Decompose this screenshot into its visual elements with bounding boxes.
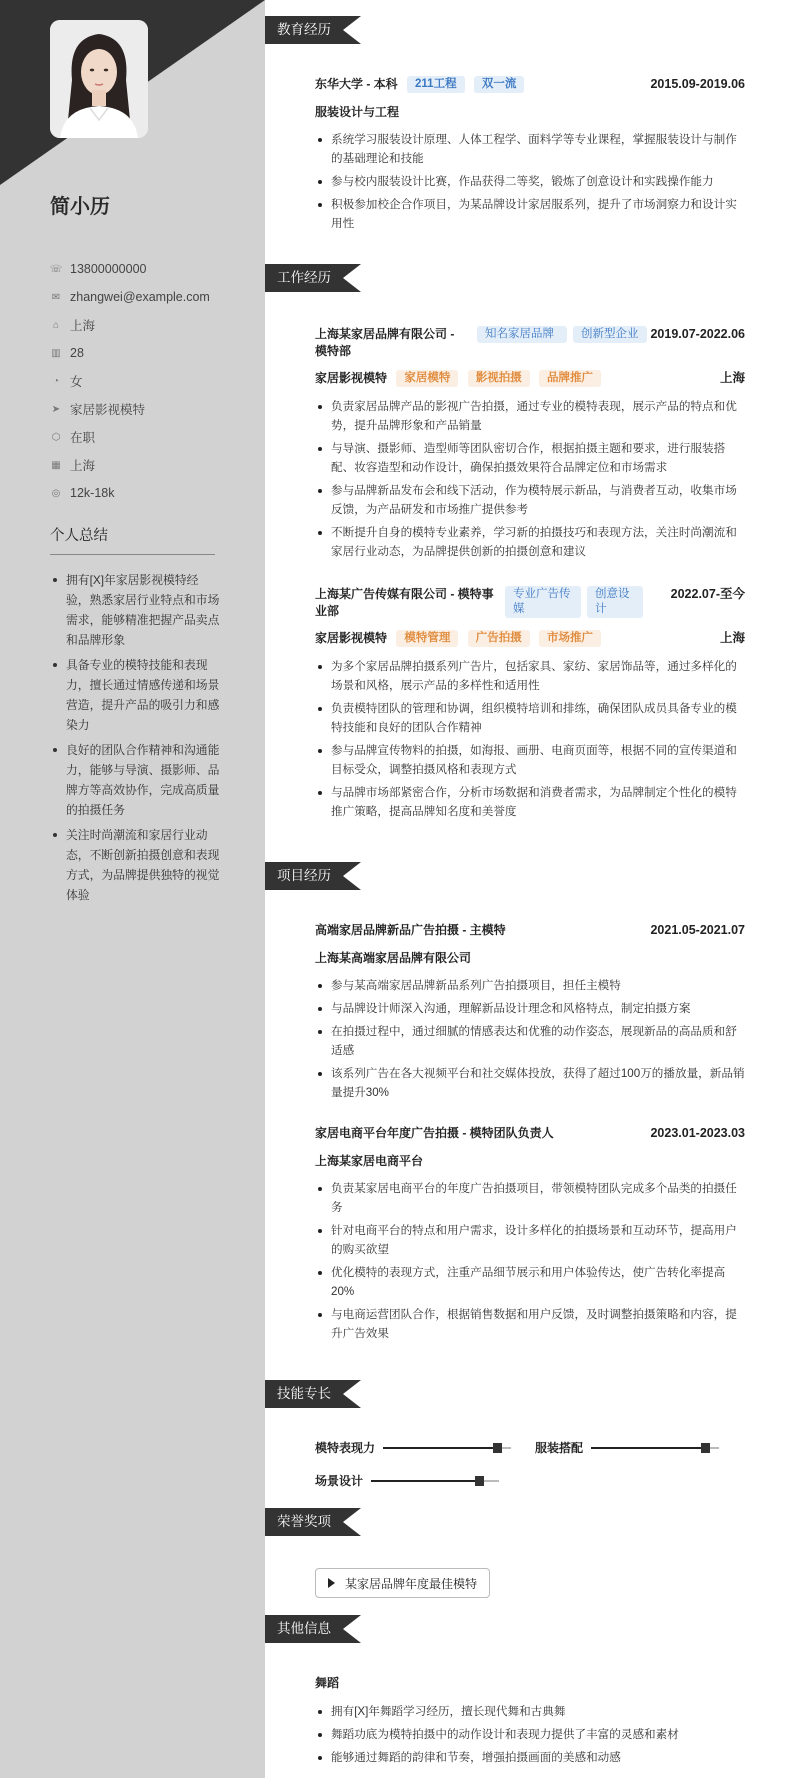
info-item [50, 423, 250, 451]
gender-icon: ◔ [52, 375, 60, 387]
award-text: 某家居品牌年度最佳模特 [345, 1576, 478, 1591]
section-title: 荣誉奖项 [277, 1514, 331, 1529]
tag: 知名家居品牌 [477, 326, 567, 343]
company-name: 上海某广告传媒有限公司 - 模特事业部 [315, 587, 494, 618]
role [315, 370, 601, 387]
summary-title: 个人总结 [50, 528, 108, 544]
role-text: 家居影视模特 [315, 371, 388, 385]
work-entry [315, 326, 745, 565]
section-title: 教育经历 [277, 22, 331, 37]
info-text: 12k-18k [70, 486, 115, 500]
section-header-awards [265, 1508, 361, 1536]
list-item: 优化模特的表现方式，注重产品细节展示和用户体验传达，使广告转化率提高20% [315, 1263, 745, 1301]
info-item [50, 395, 250, 423]
skill-name: 模特表现力 [315, 1441, 376, 1455]
list-item: 负责某家居电商平台的年度广告拍摄项目，带领模特团队完成多个品类的拍摄任务 [315, 1179, 745, 1217]
work-bullets [315, 397, 745, 561]
project-title: 高端家居品牌新品广告拍摄 - 主模特 [315, 923, 506, 937]
list-item: 不断提升自身的模特专业素养，学习新的拍摄技巧和表现方法，关注时尚潮流和家居行业动态，为品牌提供创新的拍摄创意和建议 [315, 523, 745, 561]
tag: 广告拍摄 [468, 630, 530, 647]
list-item: 负责模特团队的管理和协调，组织模特培训和排练，确保团队成员具备专业的模特技能和良好的团队合作精神 [315, 699, 745, 737]
building-icon: ▥ [51, 347, 61, 359]
project-bullets [315, 1179, 745, 1343]
list-item: 能够通过舞蹈的韵律和节奏，增强拍摄画面的美感和动感 [315, 1748, 745, 1767]
project-date: 2021.05-2021.07 [650, 923, 745, 937]
list-item: 参与校内服装设计比赛，作品获得二等奖，锻炼了创意设计和实践操作能力 [315, 172, 745, 191]
info-item [50, 479, 250, 507]
skill-item [535, 1439, 719, 1456]
avatar [50, 20, 148, 138]
summary-item: 具备专业的模特技能和表现力，擅长通过情感传递和场景营造，提升产品的吸引力和感染力 [50, 655, 220, 735]
work-entry [315, 586, 745, 825]
info-text: 在职 [70, 431, 96, 445]
info-item [50, 311, 250, 339]
education-entry [315, 76, 745, 237]
list-item: 负责家居品牌产品的影视广告拍摄，通过专业的模特表现，展示产品的特点和优势，提升品牌形象和产品销量 [315, 397, 745, 435]
education-bullets [315, 130, 745, 233]
section-title: 其他信息 [277, 1621, 331, 1636]
list-item: 与电商运营团队合作，根据销售数据和用户反馈，及时调整拍摄策略和内容，提升广告效果 [315, 1305, 745, 1343]
skill-bar [591, 1443, 719, 1453]
project-title: 家居电商平台年度广告拍摄 - 模特团队负责人 [315, 1126, 554, 1140]
info-text: 女 [70, 375, 83, 389]
section-header-other [265, 1615, 361, 1643]
sidebar [0, 0, 265, 1778]
section-header-project [265, 862, 361, 890]
list-item: 积极参加校企合作项目，为某品牌设计家居服系列，提升了市场洞察力和设计实用性 [315, 195, 745, 233]
skill-bar [383, 1443, 511, 1453]
skill-bar [371, 1476, 499, 1486]
list-item: 该系列广告在各大视频平台和社交媒体投放，获得了超过100万的播放量，新品销量提升30% [315, 1064, 745, 1102]
list-item: 参与品牌新品发布会和线下活动，作为模特展示新品，与消费者互动，收集市场反馈，为产品研发和市场推广提供参考 [315, 481, 745, 519]
list-item: 为多个家居品牌拍摄系列广告片，包括家具、家纺、家居饰品等，通过多样化的场景和风格，展示产品的多样性和适用性 [315, 657, 745, 695]
section-header-skills [265, 1380, 361, 1408]
summary-item: 关注时尚潮流和家居行业动态，不断创新拍摄创意和表现方式，为品牌提供独特的视觉体验 [50, 825, 220, 905]
work-date: 2019.07-2022.06 [650, 327, 745, 341]
work-city: 上海 [719, 631, 745, 645]
summary-list [50, 570, 220, 910]
other-bullets [315, 1702, 745, 1767]
info-text: zhangwei@example.com [70, 290, 210, 304]
phone-icon: ☏ [49, 263, 63, 275]
work-city: 上海 [719, 371, 745, 385]
list-item: 与品牌设计师深入沟通，理解新品设计理念和风格特点，制定拍摄方案 [315, 999, 745, 1018]
work-bullets [315, 657, 745, 821]
work-date: 2022.07-至今 [670, 587, 745, 601]
tag: 创意设计 [587, 586, 643, 618]
info-item [50, 367, 250, 395]
summary-divider [50, 554, 215, 555]
school-name [315, 76, 524, 93]
section-title: 工作经历 [277, 270, 331, 285]
skill-name: 服装搭配 [535, 1441, 584, 1455]
home-icon: ⌂ [52, 319, 60, 331]
tag: 创新型企业 [573, 326, 647, 343]
tag: 211工程 [407, 76, 465, 93]
info-text: 上海 [70, 459, 96, 473]
tag: 品牌推广 [539, 370, 601, 387]
list-item: 针对电商平台的特点和用户需求，设计多样化的拍摄场景和互动环节，提高用户的购买欲望 [315, 1221, 745, 1259]
tag: 模特管理 [396, 630, 458, 647]
list-item: 在拍摄过程中，通过细腻的情感表达和优雅的动作姿态，展现新品的高品质和舒适感 [315, 1022, 745, 1060]
tag: 双一流 [474, 76, 525, 93]
contact-info-list [50, 255, 250, 507]
project-entry [315, 1125, 745, 1347]
info-item [50, 339, 250, 367]
info-text: 家居影视模特 [70, 403, 146, 417]
info-item [50, 451, 250, 479]
tag: 家居模特 [396, 370, 458, 387]
skill-item [315, 1439, 511, 1456]
mail-icon: ✉ [51, 291, 61, 303]
candidate-name: 简小历 [50, 196, 110, 218]
other-entry [315, 1675, 745, 1771]
project-org: 上海某家居电商平台 [315, 1154, 424, 1168]
list-item: 拥有[X]年舞蹈学习经历，擅长现代舞和古典舞 [315, 1702, 745, 1721]
project-bullets [315, 976, 745, 1102]
section-header-education [265, 16, 361, 44]
info-text: 上海 [70, 319, 96, 333]
school-text: 东华大学 - 本科 [315, 77, 398, 91]
play-icon [328, 1578, 335, 1588]
list-item: 舞蹈功底为模特拍摄中的动作设计和表现力提供了丰富的灵感和素材 [315, 1725, 745, 1744]
status-icon: ⬡ [51, 431, 61, 443]
project-entry [315, 922, 745, 1106]
salary-icon: ◎ [51, 487, 61, 499]
info-text: 13800000000 [70, 262, 147, 276]
project-date: 2023.01-2023.03 [650, 1126, 745, 1140]
award-item [315, 1568, 490, 1598]
list-item: 系统学习服装设计原理、人体工程学、面料学等专业课程，掌握服装设计与制作的基础理论和技能 [315, 130, 745, 168]
city-icon: ▦ [51, 459, 61, 471]
list-item: 与导演、摄影师、造型师等团队密切合作，根据拍摄主题和要求，进行服装搭配、妆容造型和动作设计，确保拍摄效果符合品牌定位和市场需求 [315, 439, 745, 477]
list-item: 与品牌市场部紧密合作，分析市场数据和消费者需求，为品牌制定个性化的模特推广策略，提高品牌知名度和美誉度 [315, 783, 745, 821]
send-icon: ➤ [51, 403, 61, 415]
section-title: 技能专长 [277, 1386, 331, 1401]
info-item [50, 283, 250, 311]
role [315, 630, 601, 647]
other-title: 舞蹈 [315, 1676, 340, 1690]
summary-item: 拥有[X]年家居影视模特经验，熟悉家居行业特点和市场需求，能够精准把握产品卖点和品牌形象 [50, 570, 220, 650]
info-item [50, 255, 250, 283]
skill-item [315, 1472, 499, 1489]
education-date: 2015.09-2019.06 [650, 77, 745, 91]
role-text: 家居影视模特 [315, 631, 388, 645]
list-item: 参与品牌宣传物料的拍摄，如海报、画册、电商页面等，根据不同的宣传渠道和目标受众，调整拍摄风格和表现方式 [315, 741, 745, 779]
tag: 影视拍摄 [468, 370, 530, 387]
company-name: 上海某家居品牌有限公司 - 模特部 [315, 327, 455, 358]
tag: 专业广告传媒 [505, 586, 581, 618]
section-title: 项目经历 [277, 868, 331, 883]
list-item: 参与某高端家居品牌新品系列广告拍摄项目，担任主模特 [315, 976, 745, 995]
summary-item: 良好的团队合作精神和沟通能力，能够与导演、摄影师、品牌方等高效协作，完成高质量的拍摄任务 [50, 740, 220, 820]
project-org: 上海某高端家居品牌有限公司 [315, 951, 472, 965]
section-header-work [265, 264, 361, 292]
skill-name: 场景设计 [315, 1474, 364, 1488]
info-text: 28 [70, 346, 84, 360]
tag: 市场推广 [539, 630, 601, 647]
major: 服装设计与工程 [315, 105, 400, 119]
